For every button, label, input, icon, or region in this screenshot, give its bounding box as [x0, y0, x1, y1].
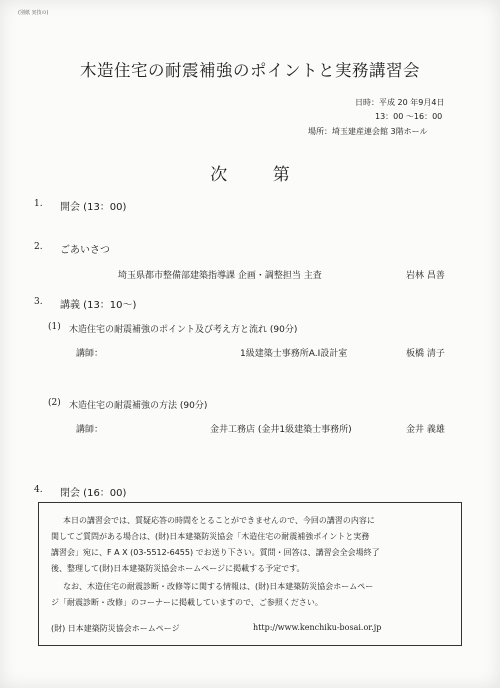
lecturer-org: 金井工務店 (金井1級建築士事務所) [210, 425, 352, 435]
notice-box [38, 502, 462, 646]
section-number: 1. [34, 199, 43, 209]
document-title: 木造住宅の耐震補強のポイントと実務講習会 [80, 61, 420, 80]
notice-line: なお、木造住宅の耐震診断・改修等に関する情報は、(財)日本建築防災協会ホームペー [63, 582, 374, 591]
notice-line: ジ「耐震診断・改修」のコーナーに掲載していますので、ご参照ください。 [51, 598, 323, 607]
section-title-lecture: 講義 (13：10〜) [60, 300, 137, 311]
greeting-org: 埼玉県都市整備部建築指導課 企画・調整担当 主査 [118, 271, 322, 281]
event-date: 日時：平成 20 年9月4日 [355, 98, 445, 107]
section-number: 3. [34, 297, 43, 307]
section-title-greeting: ごあいさつ [60, 245, 110, 256]
lecture-title: 木造住宅の耐震補強のポイント及び考え方と流れ (90分) [69, 325, 298, 335]
notice-line: 関してご質問がある場合は、(財)日本建築防災協会「木造住宅の耐震補強ポイントと実務 [51, 532, 370, 541]
header-tag: (別紙 実技の) [18, 10, 49, 16]
notice-footer-url: http://www.kenchiku-bosai.or.jp [253, 623, 382, 632]
lecture-number: (2) [48, 398, 61, 408]
section-number: 4. [34, 485, 43, 495]
notice-footer-label: (財) 日本建築防災協会ホームページ [51, 624, 180, 633]
lecturer-org: 1級建築士事務所A.I設計室 [240, 349, 348, 359]
notice-line: 本日の講習会では、質疑応答の時間をとることができませんので、今回の講習の内容に [63, 516, 375, 525]
lecturer-label: 講師： [76, 349, 104, 359]
event-time: 13：00 〜16：00 [375, 112, 443, 121]
section-title-closing: 閉会 (16：00) [60, 488, 127, 499]
greeting-name: 岩林 昌善 [406, 271, 445, 281]
program-heading: 次 第 [210, 165, 310, 185]
lecturer-label: 講師： [76, 425, 104, 435]
lecture-number: (1) [48, 322, 61, 332]
section-number: 2. [34, 242, 43, 252]
event-venue: 場所：埼玉建産連会館 3階ホール [308, 127, 428, 136]
lecturer-name: 板橋 清子 [406, 349, 445, 359]
section-title-opening: 開会 (13：00) [60, 202, 127, 213]
lecture-title: 木造住宅の耐震補強の方法 (90分) [69, 401, 208, 411]
notice-line: 講習会」宛に、F A X (03-5512-6455) でお送り下さい。質問・回答は、講習会全会場終了 [51, 548, 380, 557]
notice-line: 後、整理して(財)日本建築防災協会ホームページに掲載する予定です。 [51, 564, 305, 573]
lecturer-name: 金井 義雄 [406, 425, 445, 435]
